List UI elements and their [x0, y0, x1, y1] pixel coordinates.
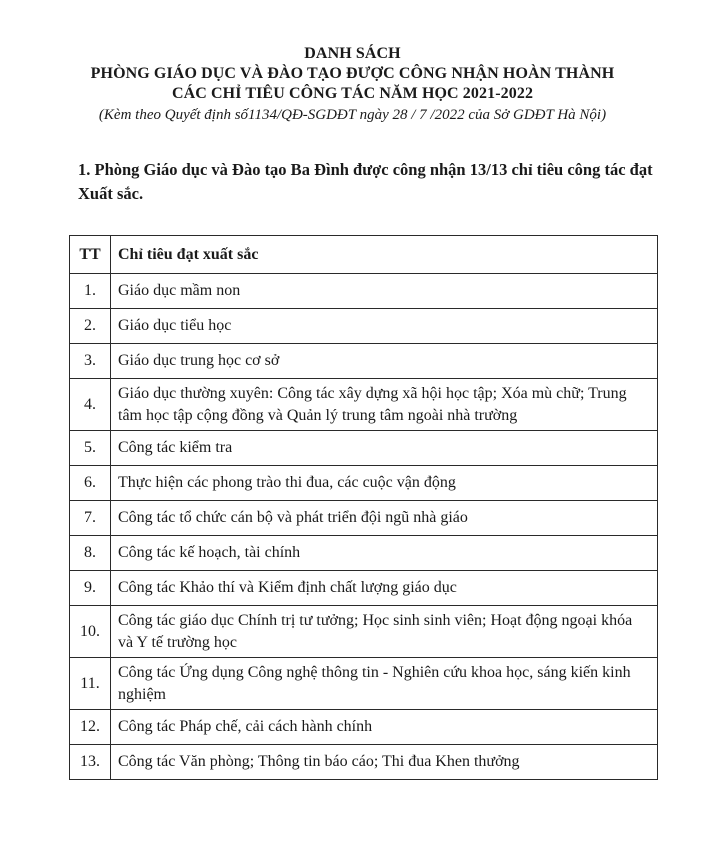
decision-reference-note: (Kèm theo Quyết định số1134/QĐ-SGDĐT ngày 28 / 7 /2022 của Sở GDĐT Hà Nội) [98, 107, 607, 123]
document-header [0, 0, 705, 125]
row-criterion: Công tác Pháp chế, cải cách hành chính [111, 710, 658, 745]
table-row [70, 606, 658, 658]
table-row [70, 710, 658, 745]
row-criterion: Giáo dục mầm non [111, 274, 658, 309]
row-number: 8. [70, 536, 111, 571]
table-row [70, 658, 658, 710]
table-row [70, 379, 658, 431]
column-header-criteria: Chỉ tiêu đạt xuất sắc [111, 236, 658, 274]
row-number: 1. [70, 274, 111, 309]
row-criterion: Công tác kiểm tra [111, 431, 658, 466]
row-number: 5. [70, 431, 111, 466]
table-header-row [70, 236, 658, 274]
row-criterion: Công tác tổ chức cán bộ và phát triển đội ngũ nhà giáo [111, 501, 658, 536]
row-number: 13. [70, 745, 111, 780]
table-row [70, 431, 658, 466]
document-subtitle-line-1: PHÒNG GIÁO DỤC VÀ ĐÀO TẠO ĐƯỢC CÔNG NHẬN HOÀN THÀNH [90, 65, 615, 82]
row-criterion: Giáo dục trung học cơ sở [111, 344, 658, 379]
row-criterion: Công tác kế hoạch, tài chính [111, 536, 658, 571]
table-row [70, 344, 658, 379]
row-criterion: Công tác giáo dục Chính trị tư tưởng; Học sinh sinh viên; Hoạt động ngoại khóa và Y tế trường học [111, 606, 658, 658]
column-header-tt: TT [70, 236, 111, 274]
row-number: 6. [70, 466, 111, 501]
row-number: 10. [70, 606, 111, 658]
table-row [70, 571, 658, 606]
table-row [70, 501, 658, 536]
criteria-table [69, 235, 658, 780]
row-number: 4. [70, 379, 111, 431]
row-number: 11. [70, 658, 111, 710]
row-criterion: Công tác Văn phòng; Thông tin báo cáo; Thi đua Khen thưởng [111, 745, 658, 780]
row-number: 2. [70, 309, 111, 344]
row-number: 7. [70, 501, 111, 536]
table-row [70, 536, 658, 571]
row-criterion: Giáo dục thường xuyên: Công tác xây dựng xã hội học tập; Xóa mù chữ; Trung tâm học tập cộng đồng và Quản lý trung tâm ngoài nhà trường [111, 379, 658, 431]
row-number: 3. [70, 344, 111, 379]
table-row [70, 466, 658, 501]
row-number: 12. [70, 710, 111, 745]
row-criterion: Công tác Ứng dụng Công nghệ thông tin - Nghiên cứu khoa học, sáng kiến kinh nghiệm [111, 658, 658, 710]
row-criterion: Công tác Khảo thí và Kiểm định chất lượng giáo dục [111, 571, 658, 606]
row-criterion: Thực hiện các phong trào thi đua, các cuộc vận động [111, 466, 658, 501]
table-row [70, 309, 658, 344]
document-title: DANH SÁCH [304, 45, 401, 62]
row-criterion: Giáo dục tiểu học [111, 309, 658, 344]
document-subtitle-line-2: CÁC CHỈ TIÊU CÔNG TÁC NĂM HỌC 2021-2022 [171, 85, 534, 102]
table-row [70, 745, 658, 780]
row-number: 9. [70, 571, 111, 606]
section-heading: 1. Phòng Giáo dục và Đào tạo Ba Đình được công nhận 13/13 chỉ tiêu công tác đạt Xuất sắc. [78, 160, 653, 203]
table-row [70, 274, 658, 309]
